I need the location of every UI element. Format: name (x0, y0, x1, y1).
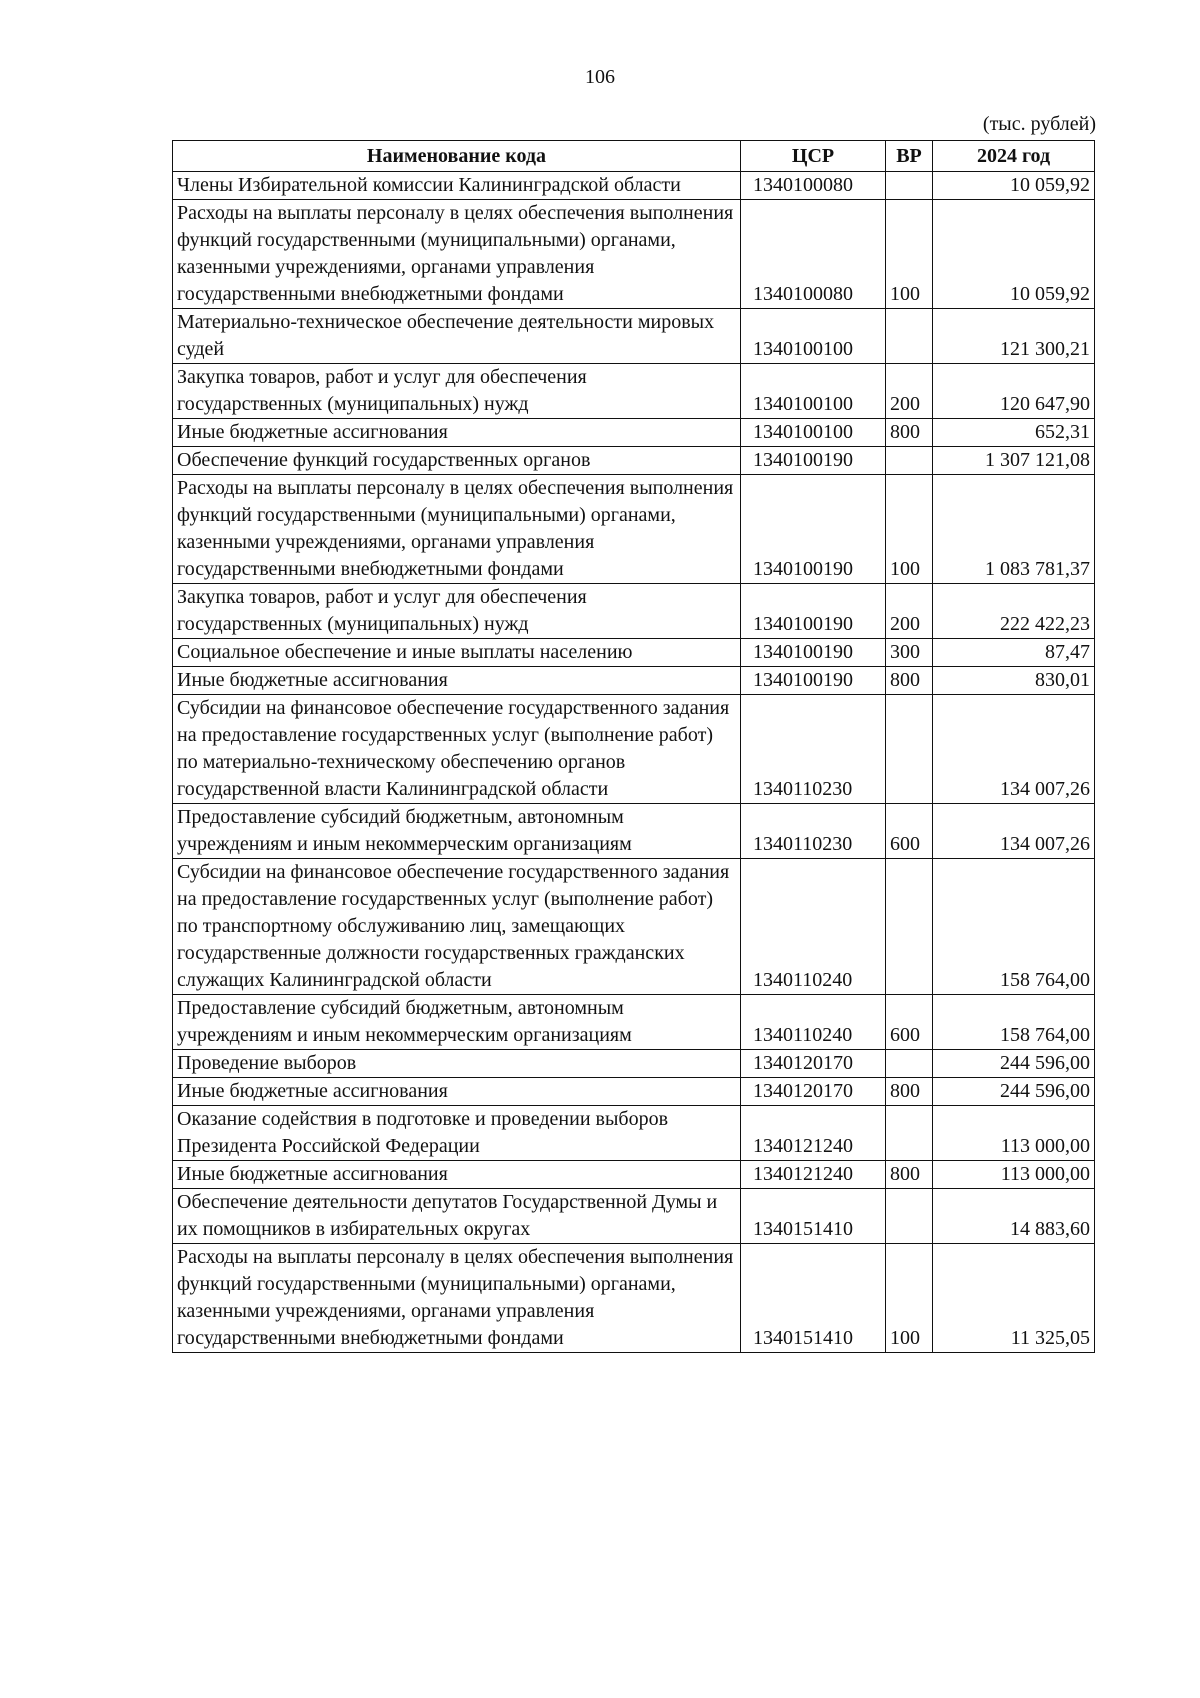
row-vr: 800 (886, 667, 933, 695)
row-name: Субсидии на финансовое обеспечение государственного задания на предоставление государственных услуг (выполнение работ) по транспортному обслуживанию лиц, замещающих государственные должности государственных гражданских служащих Калининградской области (173, 859, 741, 995)
table-row (173, 200, 1095, 309)
row-name: Иные бюджетные ассигнования (173, 667, 741, 695)
row-vr (886, 447, 933, 475)
table-row (173, 804, 1095, 859)
row-amount: 134 007,26 (933, 695, 1095, 804)
table-row (173, 695, 1095, 804)
row-name: Обеспечение функций государственных органов (173, 447, 741, 475)
row-csr: 1340121240 (741, 1106, 886, 1161)
row-amount: 652,31 (933, 419, 1095, 447)
row-csr: 1340100190 (741, 447, 886, 475)
row-name: Оказание содействия в подготовке и проведении выборов Президента Российской Федерации (173, 1106, 741, 1161)
header-year: 2024 год (933, 141, 1095, 172)
row-vr: 800 (886, 419, 933, 447)
row-csr: 1340151410 (741, 1244, 886, 1353)
row-amount: 244 596,00 (933, 1050, 1095, 1078)
row-csr: 1340110230 (741, 804, 886, 859)
row-csr: 1340100190 (741, 667, 886, 695)
table-row (173, 172, 1095, 200)
table-row (173, 859, 1095, 995)
row-csr: 1340110240 (741, 995, 886, 1050)
row-amount: 113 000,00 (933, 1106, 1095, 1161)
units-label: (тыс. рублей) (982, 113, 1096, 135)
row-name: Субсидии на финансовое обеспечение государственного задания на предоставление государственных услуг (выполнение работ) по материально-техническому обеспечению органов государственной власти Калининградской области (173, 695, 741, 804)
table-row (173, 639, 1095, 667)
row-amount: 222 422,23 (933, 584, 1095, 639)
row-vr: 300 (886, 639, 933, 667)
row-vr (886, 859, 933, 995)
row-amount: 1 307 121,08 (933, 447, 1095, 475)
row-amount: 158 764,00 (933, 995, 1095, 1050)
row-amount: 244 596,00 (933, 1078, 1095, 1106)
table-row (173, 1161, 1095, 1189)
table-row (173, 995, 1095, 1050)
row-csr: 1340100100 (741, 419, 886, 447)
row-vr: 800 (886, 1161, 933, 1189)
row-csr: 1340100080 (741, 172, 886, 200)
row-vr: 100 (886, 475, 933, 584)
row-csr: 1340110230 (741, 695, 886, 804)
row-amount: 134 007,26 (933, 804, 1095, 859)
row-name: Члены Избирательной комиссии Калининградской области (173, 172, 741, 200)
row-vr (886, 1189, 933, 1244)
table-row (173, 1244, 1095, 1353)
row-csr: 1340121240 (741, 1161, 886, 1189)
table-row (173, 447, 1095, 475)
row-amount: 87,47 (933, 639, 1095, 667)
row-vr: 100 (886, 200, 933, 309)
row-csr: 1340151410 (741, 1189, 886, 1244)
table-body (173, 172, 1095, 1353)
row-amount: 10 059,92 (933, 200, 1095, 309)
row-vr: 200 (886, 364, 933, 419)
row-vr (886, 695, 933, 804)
table-row (173, 1106, 1095, 1161)
row-vr: 100 (886, 1244, 933, 1353)
row-amount: 14 883,60 (933, 1189, 1095, 1244)
header-csr: ЦСР (741, 141, 886, 172)
row-name: Обеспечение деятельности депутатов Государственной Думы и их помощников в избирательных округах (173, 1189, 741, 1244)
row-name: Материально-техническое обеспечение деятельности мировых судей (173, 309, 741, 364)
table-header-row (173, 141, 1095, 172)
row-vr (886, 1106, 933, 1161)
row-csr: 1340120170 (741, 1078, 886, 1106)
table-row (173, 1078, 1095, 1106)
row-vr (886, 309, 933, 364)
row-name: Предоставление субсидий бюджетным, автономным учреждениям и иным некоммерческим организациям (173, 804, 741, 859)
header-vr: ВР (886, 141, 933, 172)
row-csr: 1340110240 (741, 859, 886, 995)
row-csr: 1340100190 (741, 639, 886, 667)
table-row (173, 419, 1095, 447)
table-row (173, 475, 1095, 584)
row-name: Предоставление субсидий бюджетным, автономным учреждениям и иным некоммерческим организациям (173, 995, 741, 1050)
header-name: Наименование кода (173, 141, 741, 172)
row-amount: 121 300,21 (933, 309, 1095, 364)
row-name: Закупка товаров, работ и услуг для обеспечения государственных (муниципальных) нужд (173, 584, 741, 639)
row-amount: 11 325,05 (933, 1244, 1095, 1353)
row-name: Закупка товаров, работ и услуг для обеспечения государственных (муниципальных) нужд (173, 364, 741, 419)
row-csr: 1340100100 (741, 364, 886, 419)
row-csr: 1340120170 (741, 1050, 886, 1078)
row-name: Расходы на выплаты персоналу в целях обеспечения выполнения функций государственными (муниципальными) органами, казенными учреждениями, органами управления государственными внебюджетными фондами (173, 200, 741, 309)
row-vr (886, 1050, 933, 1078)
table-row (173, 584, 1095, 639)
row-vr: 200 (886, 584, 933, 639)
row-amount: 158 764,00 (933, 859, 1095, 995)
row-amount: 10 059,92 (933, 172, 1095, 200)
row-csr: 1340100100 (741, 309, 886, 364)
table-row (173, 1189, 1095, 1244)
table-row (173, 364, 1095, 419)
table-row (173, 1050, 1095, 1078)
row-vr (886, 172, 933, 200)
row-amount: 830,01 (933, 667, 1095, 695)
row-csr: 1340100080 (741, 200, 886, 309)
table-row (173, 667, 1095, 695)
row-name: Расходы на выплаты персоналу в целях обеспечения выполнения функций государственными (муниципальными) органами, казенными учреждениями, органами управления государственными внебюджетными фондами (173, 1244, 741, 1353)
row-amount: 120 647,90 (933, 364, 1095, 419)
table-row (173, 309, 1095, 364)
row-vr: 600 (886, 995, 933, 1050)
budget-table (172, 140, 1095, 1353)
row-csr: 1340100190 (741, 475, 886, 584)
row-name: Социальное обеспечение и иные выплаты населению (173, 639, 741, 667)
row-amount: 1 083 781,37 (933, 475, 1095, 584)
row-name: Проведение выборов (173, 1050, 741, 1078)
row-amount: 113 000,00 (933, 1161, 1095, 1189)
row-vr: 800 (886, 1078, 933, 1106)
row-csr: 1340100190 (741, 584, 886, 639)
row-vr: 600 (886, 804, 933, 859)
row-name: Расходы на выплаты персоналу в целях обеспечения выполнения функций государственными (муниципальными) органами, казенными учреждениями, органами управления государственными внебюджетными фондами (173, 475, 741, 584)
row-name: Иные бюджетные ассигнования (173, 1078, 741, 1106)
page-number: 106 (585, 66, 615, 88)
row-name: Иные бюджетные ассигнования (173, 419, 741, 447)
row-name: Иные бюджетные ассигнования (173, 1161, 741, 1189)
